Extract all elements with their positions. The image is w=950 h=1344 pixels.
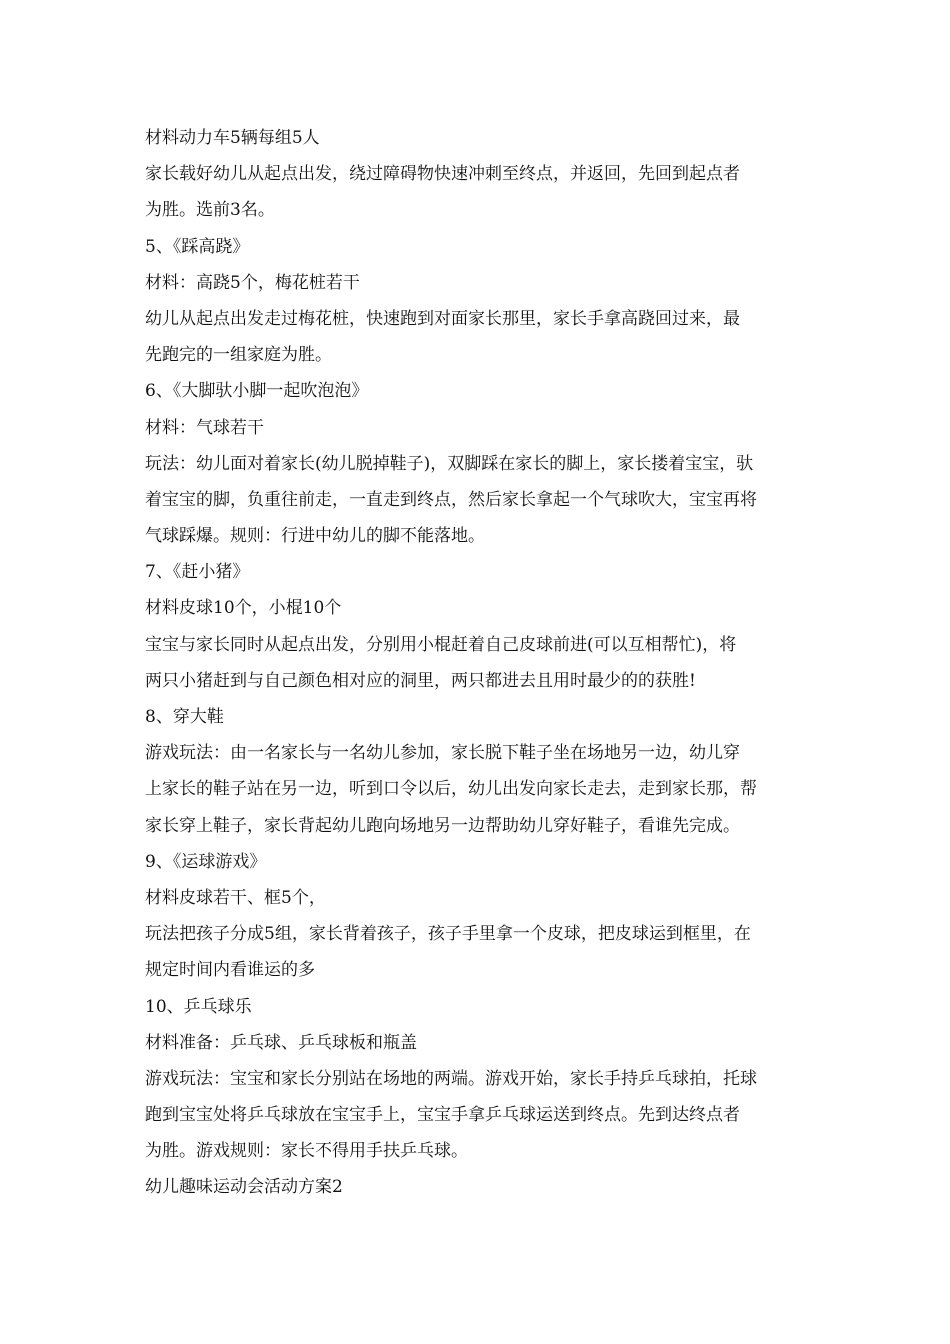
- text-line: 家长穿上鞋子，家长背起幼儿跑向场地另一边帮助幼儿穿好鞋子，看谁先完成。: [145, 815, 740, 836]
- text-line: 材料准备：乒乓球、乒乓球板和瓶盖: [145, 1032, 417, 1053]
- text-line: 气球踩爆。规则：行进中幼儿的脚不能落地。: [145, 526, 485, 547]
- text-line: 游戏玩法：由一名家长与一名幼儿参加，家长脱下鞋子坐在场地另一边，幼儿穿: [145, 743, 740, 764]
- text-line: 上家长的鞋子站在另一边，听到口令以后，幼儿出发向家长走去，走到家长那，帮: [145, 779, 757, 800]
- text-line: 为胜。选前3名。: [145, 200, 275, 221]
- section-heading: 7、《赶小猪》: [145, 562, 250, 583]
- text-line: 两只小猪赶到与自己颜色相对应的洞里，两只都进去且用时最少的的获胜!: [145, 670, 696, 691]
- section-heading: 9、《运球游戏》: [145, 851, 267, 872]
- text-line: 规定时间内看谁运的多: [145, 960, 315, 981]
- section-heading: 10、乒乓球乐: [145, 996, 252, 1017]
- text-line: 材料皮球10个，小棍10个: [145, 598, 342, 619]
- section-heading: 8、穿大鞋: [145, 707, 224, 727]
- text-line: 材料：高跷5个，梅花桩若干: [145, 272, 360, 293]
- text-line: 材料：气球若干: [145, 417, 264, 438]
- document-body: [145, 120, 810, 1206]
- section-heading: 6、《大脚驮小脚一起吹泡泡》: [145, 381, 369, 402]
- document-title: 幼儿趣味运动会活动方案2: [145, 1177, 343, 1198]
- text-line: 材料动力车5辆每组5人: [145, 128, 320, 148]
- text-line: 跑到宝宝处将乒乓球放在宝宝手上，宝宝手拿乒乓球运送到终点。先到达终点者: [145, 1105, 740, 1126]
- text-line: 为胜。游戏规则：家长不得用手扶乒乓球。: [145, 1141, 468, 1162]
- text-line: 先跑完的一组家庭为胜。: [145, 345, 332, 366]
- text-line: 家长载好幼儿从起点出发，绕过障碍物快速冲刺至终点，并返回，先回到起点者: [145, 164, 740, 185]
- text-line: 宝宝与家长同时从起点出发，分别用小棍赶着自己皮球前进(可以互相帮忙)，将: [145, 634, 737, 655]
- text-line: 幼儿从起点出发走过梅花桩，快速跑到对面家长那里，家长手拿高跷回过来，最: [145, 308, 740, 329]
- text-line: 材料皮球若干、框5个，: [145, 887, 326, 908]
- text-line: 玩法把孩子分成5组，家长背着孩子，孩子手里拿一个皮球，把皮球运到框里，在: [145, 924, 751, 945]
- text-line: 着宝宝的脚，负重往前走，一直走到终点，然后家长拿起一个气球吹大，宝宝再将: [145, 489, 757, 510]
- text-line: 游戏玩法：宝宝和家长分别站在场地的两端。游戏开始，家长手持乒乓球拍，托球: [145, 1068, 757, 1089]
- text-line: 玩法：幼儿面对着家长(幼儿脱掉鞋子)，双脚踩在家长的脚上，家长搂着宝宝，驮: [145, 453, 754, 474]
- section-heading: 5、《踩高跷》: [145, 236, 250, 257]
